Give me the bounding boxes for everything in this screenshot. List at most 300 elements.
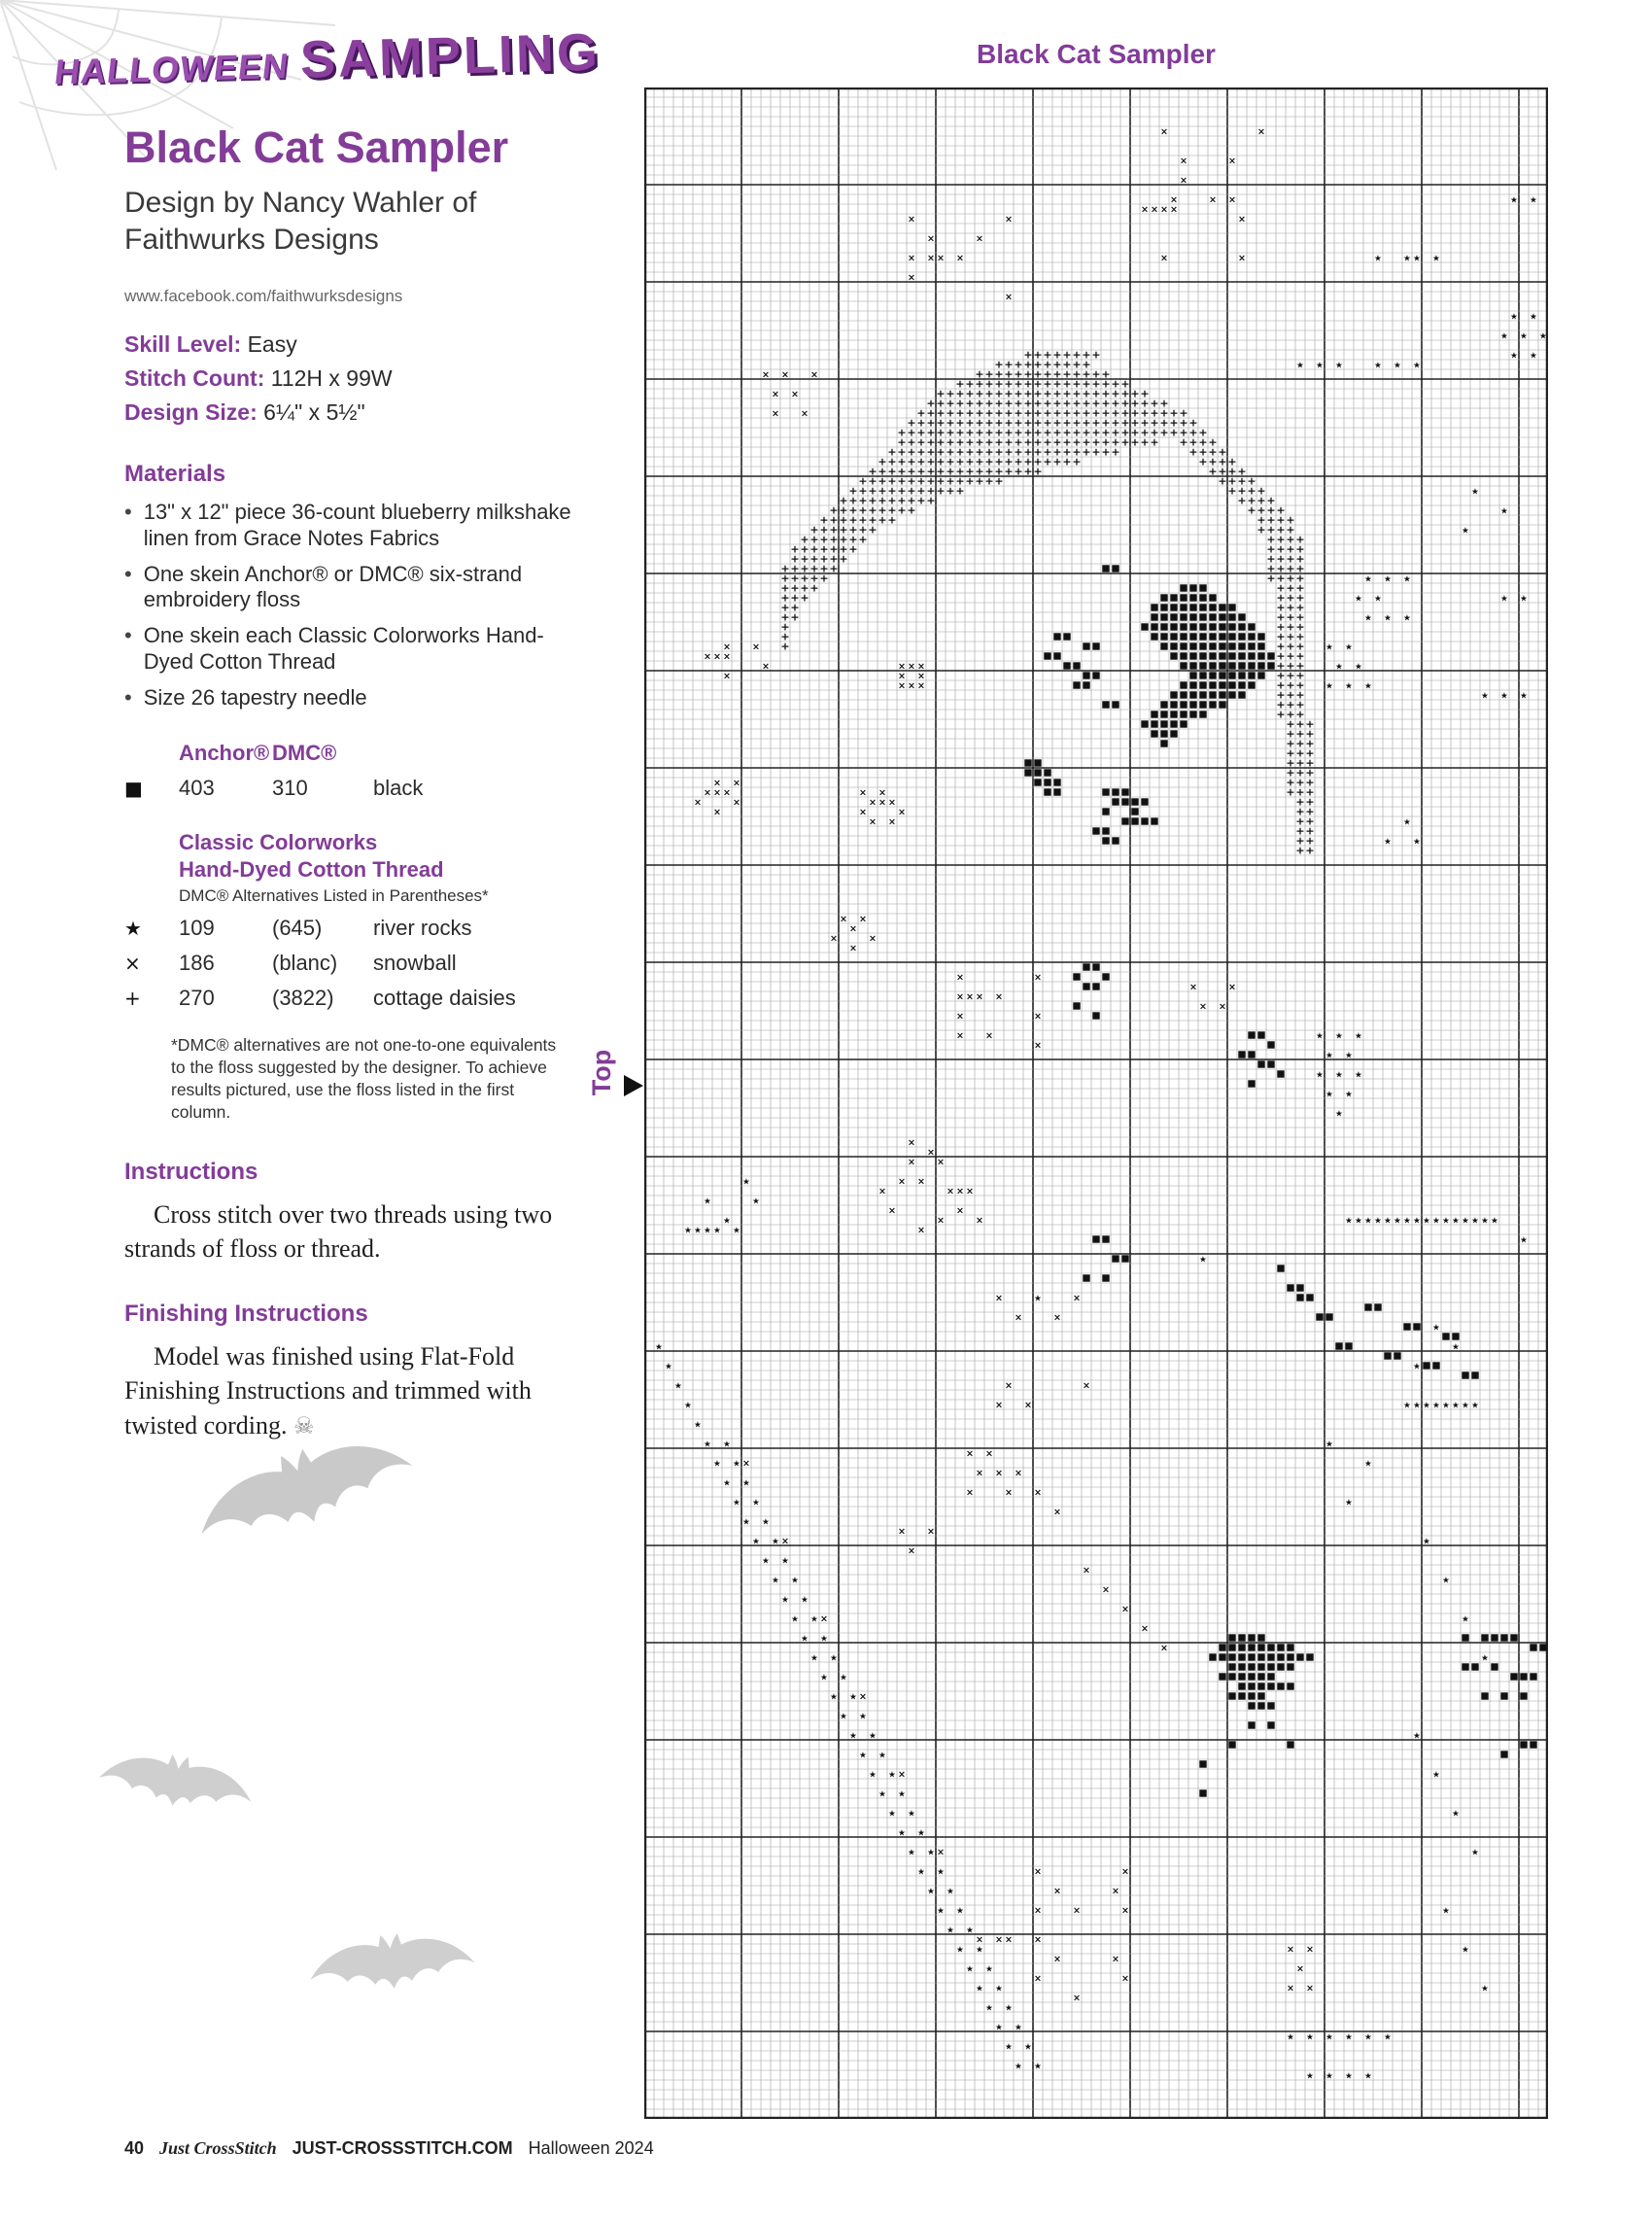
svg-text:+: + <box>946 387 955 400</box>
svg-text:★: ★ <box>946 1887 954 1897</box>
svg-text:★: ★ <box>1316 1070 1324 1081</box>
svg-text:+: + <box>790 601 800 614</box>
svg-text:×: × <box>1073 1293 1081 1304</box>
svg-text:+: + <box>1062 445 1072 459</box>
svg-text:×: × <box>1121 1866 1129 1878</box>
svg-text:+: + <box>1033 377 1043 391</box>
svg-text:+: + <box>1043 416 1052 430</box>
svg-text:+: + <box>975 377 984 391</box>
svg-text:+: + <box>1276 581 1286 595</box>
svg-text:★: ★ <box>1413 254 1421 264</box>
svg-text:×: × <box>956 1030 964 1042</box>
svg-text:+: + <box>1247 484 1256 498</box>
svg-text:+: + <box>868 474 878 488</box>
svg-text:+: + <box>1276 503 1286 517</box>
svg-text:+: + <box>994 445 1004 459</box>
svg-text:+: + <box>1052 455 1062 468</box>
svg-text:★: ★ <box>733 1498 740 1509</box>
svg-text:+: + <box>984 377 994 391</box>
svg-text:×: × <box>1112 1886 1119 1897</box>
svg-text:★: ★ <box>1345 1051 1353 1061</box>
svg-text:★: ★ <box>1394 1216 1401 1227</box>
svg-text:+: + <box>936 465 946 478</box>
materials-list <box>124 500 602 711</box>
svg-text:×: × <box>1121 1973 1129 1985</box>
svg-text:★: ★ <box>1442 1576 1450 1586</box>
svg-text:+: + <box>1101 406 1111 420</box>
designer-url: www.facebook.com/faithwurksdesigns <box>124 287 403 305</box>
dmc-number: 310 <box>272 775 308 800</box>
svg-text:+: + <box>1286 669 1295 682</box>
svg-text:×: × <box>995 1468 1003 1479</box>
svg-text:+: + <box>790 572 800 585</box>
svg-text:★: ★ <box>976 1945 983 1956</box>
svg-text:×: × <box>888 1205 896 1217</box>
svg-text:×: × <box>956 1205 964 1217</box>
svg-text:★: ★ <box>1510 312 1518 323</box>
svg-text:×: × <box>878 1186 886 1197</box>
svg-text:★: ★ <box>1432 1401 1440 1411</box>
svg-text:×: × <box>713 807 721 818</box>
svg-text:+: + <box>1150 435 1159 449</box>
svg-text:+: + <box>1052 377 1062 391</box>
svg-text:×: × <box>1083 1380 1090 1392</box>
design-size-value: 6¼" x 5½" <box>263 399 365 425</box>
svg-text:★: ★ <box>704 1440 711 1450</box>
svg-text:+: + <box>1286 649 1295 663</box>
svg-text:+: + <box>1120 397 1130 410</box>
svg-text:+: + <box>984 387 994 400</box>
svg-text:+: + <box>780 562 790 575</box>
svg-text:★: ★ <box>1413 1362 1421 1372</box>
skill-level-label: Skill Level: <box>124 331 242 357</box>
svg-text:+: + <box>1023 416 1033 430</box>
svg-text:★: ★ <box>1500 691 1508 702</box>
svg-text:+: + <box>1082 406 1091 420</box>
chart-title: Black Cat Sampler <box>977 39 1216 69</box>
svg-text:+: + <box>1227 455 1237 468</box>
svg-text:+: + <box>1052 348 1062 362</box>
svg-text:★: ★ <box>1442 1216 1450 1227</box>
svg-text:×: × <box>1034 1905 1042 1917</box>
svg-text:+: + <box>1286 746 1295 760</box>
svg-text:+: + <box>1295 542 1305 556</box>
skill-level <box>124 331 602 358</box>
svg-text:×: × <box>791 389 799 400</box>
svg-text:★: ★ <box>1520 1235 1528 1246</box>
svg-text:+: + <box>1295 649 1305 663</box>
svg-text:+: + <box>907 465 916 478</box>
svg-text:×: × <box>946 1186 954 1197</box>
svg-text:★: ★ <box>1471 1216 1479 1227</box>
svg-text:★: ★ <box>1520 594 1528 605</box>
material-item <box>124 685 581 711</box>
svg-text:+: + <box>1295 776 1305 789</box>
svg-text:+: + <box>1033 387 1043 400</box>
svg-text:+: + <box>839 533 848 546</box>
svg-text:+: + <box>946 445 955 459</box>
colorworks-row <box>124 986 602 1011</box>
svg-text:+: + <box>1286 620 1295 634</box>
svg-text:★: ★ <box>1471 1848 1479 1858</box>
svg-text:×: × <box>1199 1001 1207 1013</box>
svg-text:+: + <box>1295 805 1305 818</box>
svg-text:+: + <box>994 387 1004 400</box>
svg-text:+: + <box>1179 416 1188 430</box>
svg-text:×: × <box>908 214 915 225</box>
svg-text:×: × <box>908 1137 915 1149</box>
svg-text:+: + <box>1014 367 1023 381</box>
material-item <box>124 623 581 676</box>
page-title: Black Cat Sampler <box>124 122 509 172</box>
svg-text:+: + <box>1295 737 1305 750</box>
svg-text:★: ★ <box>878 1789 886 1800</box>
svg-text:+: + <box>1169 426 1179 439</box>
svg-text:+: + <box>1237 474 1247 488</box>
svg-text:+: + <box>994 358 1004 371</box>
svg-text:+: + <box>955 455 965 468</box>
svg-text:+: + <box>926 435 936 449</box>
svg-text:+: + <box>1101 435 1111 449</box>
svg-text:★: ★ <box>1510 195 1518 206</box>
svg-text:×: × <box>956 972 964 984</box>
svg-text:+: + <box>829 542 839 556</box>
svg-text:+: + <box>1159 426 1169 439</box>
logo-word-sampling: SAMPLING <box>299 22 602 89</box>
svg-text:+: + <box>1286 542 1295 556</box>
svg-text:+: + <box>907 435 916 449</box>
svg-text:+: + <box>907 503 916 517</box>
svg-text:+: + <box>1286 785 1295 799</box>
svg-text:+: + <box>1043 387 1052 400</box>
svg-text:★: ★ <box>1355 1216 1362 1227</box>
svg-text:+: + <box>829 552 839 566</box>
svg-text:+: + <box>1023 358 1033 371</box>
svg-text:×: × <box>723 671 731 682</box>
anchor-number: 403 <box>179 775 215 800</box>
svg-text:★: ★ <box>1335 1109 1343 1120</box>
svg-text:+: + <box>1295 844 1305 857</box>
svg-text:+: + <box>965 377 975 391</box>
svg-text:+: + <box>965 406 975 420</box>
svg-text:+: + <box>809 552 819 566</box>
svg-text:+: + <box>878 494 887 507</box>
svg-text:★: ★ <box>1462 1401 1469 1411</box>
svg-text:+: + <box>1082 397 1091 410</box>
svg-text:+: + <box>1276 542 1286 556</box>
svg-text:+: + <box>1140 406 1150 420</box>
svg-text:×: × <box>1238 253 1246 264</box>
svg-text:+: + <box>1101 445 1111 459</box>
svg-text:★: ★ <box>956 1945 964 1956</box>
svg-text:★: ★ <box>1005 2003 1013 2014</box>
svg-text:+: + <box>1150 397 1159 410</box>
svg-text:+: + <box>1043 348 1052 362</box>
svg-text:+: + <box>1111 387 1120 400</box>
svg-text:+: + <box>868 513 878 527</box>
svg-text:★: ★ <box>1462 1216 1469 1227</box>
dmc-alternative: (blanc) <box>272 950 338 975</box>
svg-text:★: ★ <box>1462 1614 1469 1625</box>
designer-byline: Design by Nancy Wahler of Faithwurks Designs <box>124 187 477 256</box>
svg-text:★: ★ <box>1345 681 1353 692</box>
svg-text:+: + <box>1305 785 1315 799</box>
svg-text:+: + <box>780 581 790 595</box>
svg-text:+: + <box>1150 426 1159 439</box>
svg-text:+: + <box>1286 533 1295 546</box>
svg-text:×: × <box>1005 1934 1013 1946</box>
svg-text:★: ★ <box>655 1342 663 1353</box>
svg-text:★: ★ <box>1500 506 1508 517</box>
svg-text:★: ★ <box>1345 2071 1353 2082</box>
svg-text:★: ★ <box>1491 1216 1498 1227</box>
svg-text:+: + <box>1266 533 1276 546</box>
svg-text:★: ★ <box>1520 691 1528 702</box>
svg-text:+: + <box>809 533 819 546</box>
svg-text:×: × <box>772 408 779 420</box>
svg-text:+: + <box>946 465 955 478</box>
svg-text:+: + <box>1295 785 1305 799</box>
svg-text:+: + <box>1305 727 1315 741</box>
svg-text:★: ★ <box>1423 1216 1430 1227</box>
svg-text:×: × <box>704 787 711 799</box>
svg-text:+: + <box>955 484 965 498</box>
svg-text:+: + <box>1247 474 1256 488</box>
svg-text:×: × <box>1160 1643 1168 1654</box>
svg-text:★: ★ <box>1364 2032 1372 2043</box>
svg-text:+: + <box>1237 484 1247 498</box>
bullet-icon: • <box>124 623 132 648</box>
svg-text:+: + <box>1111 426 1120 439</box>
svg-text:+: + <box>1033 406 1043 420</box>
svg-text:+: + <box>1130 416 1140 430</box>
svg-text:+: + <box>1276 533 1286 546</box>
svg-text:×: × <box>908 272 915 284</box>
svg-text:+: + <box>887 474 897 488</box>
svg-text:+: + <box>1023 465 1033 478</box>
svg-text:★: ★ <box>1296 361 1304 371</box>
svg-text:+: + <box>946 474 955 488</box>
svg-text:★: ★ <box>723 1216 731 1227</box>
svg-text:+: + <box>809 572 819 585</box>
svg-text:★: ★ <box>849 1731 857 1742</box>
svg-text:×: × <box>869 933 877 945</box>
svg-text:+: + <box>780 572 790 585</box>
svg-text:+: + <box>1295 581 1305 595</box>
svg-text:+: + <box>1276 610 1286 624</box>
svg-text:★: ★ <box>752 1197 760 1207</box>
svg-text:★: ★ <box>752 1537 760 1547</box>
svg-text:★: ★ <box>1345 642 1353 653</box>
svg-text:+: + <box>1043 358 1052 371</box>
svg-text:+: + <box>1052 416 1062 430</box>
svg-text:★: ★ <box>1432 1323 1440 1334</box>
svg-text:+: + <box>965 465 975 478</box>
svg-text:+: + <box>1150 406 1159 420</box>
svg-text:★: ★ <box>1481 691 1489 702</box>
svg-text:★: ★ <box>1374 594 1382 605</box>
svg-text:×: × <box>898 1769 906 1781</box>
svg-text:+: + <box>1276 708 1286 721</box>
svg-text:+: + <box>936 387 946 400</box>
svg-text:★: ★ <box>1403 254 1411 264</box>
svg-text:+: + <box>858 523 868 537</box>
svg-text:×: × <box>723 787 731 799</box>
svg-text:★: ★ <box>966 1964 974 1975</box>
svg-text:+: + <box>1218 445 1227 459</box>
svg-text:★: ★ <box>1345 1216 1353 1227</box>
svg-text:+: + <box>790 542 800 556</box>
svg-text:+: + <box>1247 494 1256 507</box>
svg-text:×: × <box>1034 1487 1042 1499</box>
svg-text:+: + <box>1004 387 1014 400</box>
svg-text:+: + <box>1014 377 1023 391</box>
svg-text:+: + <box>1120 426 1130 439</box>
svg-text:+: + <box>1130 406 1140 420</box>
svg-text:+: + <box>1101 426 1111 439</box>
svg-text:+: + <box>1004 455 1014 468</box>
plus-symbol-icon: + <box>124 986 141 1010</box>
svg-text:+: + <box>1043 435 1052 449</box>
svg-text:×: × <box>1180 175 1187 187</box>
svg-text:×: × <box>927 1526 935 1538</box>
svg-text:★: ★ <box>713 1226 721 1236</box>
svg-text:+: + <box>1052 445 1062 459</box>
svg-text:+: + <box>1276 562 1286 575</box>
svg-text:×: × <box>801 408 809 420</box>
svg-text:★: ★ <box>1374 254 1382 264</box>
svg-text:+: + <box>1286 698 1295 711</box>
svg-text:×: × <box>908 1545 915 1557</box>
svg-text:★: ★ <box>1355 594 1362 605</box>
svg-text:×: × <box>713 778 721 789</box>
svg-text:+: + <box>1208 445 1218 459</box>
svg-text:+: + <box>1266 562 1276 575</box>
svg-text:+: + <box>1033 416 1043 430</box>
svg-text:+: + <box>1276 513 1286 527</box>
svg-text:+: + <box>1091 377 1101 391</box>
svg-text:×: × <box>1121 1604 1129 1615</box>
svg-text:×: × <box>772 389 779 400</box>
svg-text:★: ★ <box>985 1964 993 1975</box>
svg-text:+: + <box>878 513 887 527</box>
svg-text:+: + <box>936 416 946 430</box>
svg-text:×: × <box>1024 1400 1032 1411</box>
svg-text:★: ★ <box>1432 254 1440 264</box>
svg-text:+: + <box>1052 367 1062 381</box>
svg-text:+: + <box>1023 445 1033 459</box>
finishing-body <box>124 1339 581 1441</box>
svg-text:★: ★ <box>1462 1945 1469 1956</box>
svg-text:+: + <box>1286 688 1295 702</box>
svg-text:×: × <box>1034 1011 1042 1023</box>
page-footer <box>124 2138 654 2159</box>
svg-text:★: ★ <box>1024 2042 1032 2053</box>
svg-text:+: + <box>1033 367 1043 381</box>
svg-text:★: ★ <box>1413 1216 1421 1227</box>
svg-text:★: ★ <box>1384 2032 1392 2043</box>
svg-text:×: × <box>1160 126 1168 138</box>
svg-text:+: + <box>1188 445 1198 459</box>
svg-text:+: + <box>1295 678 1305 692</box>
svg-text:+: + <box>1023 426 1033 439</box>
svg-text:★: ★ <box>1452 1809 1460 1820</box>
svg-text:★: ★ <box>742 1517 750 1528</box>
svg-text:+: + <box>907 426 916 439</box>
svg-text:★: ★ <box>791 1614 799 1625</box>
svg-text:×: × <box>1034 972 1042 984</box>
svg-text:+: + <box>848 513 858 527</box>
svg-text:×: × <box>917 680 925 692</box>
svg-text:★: ★ <box>1364 2071 1372 2082</box>
svg-text:+: + <box>994 474 1004 488</box>
svg-text:+: + <box>1033 455 1043 468</box>
svg-text:×: × <box>869 816 877 828</box>
svg-text:+: + <box>965 426 975 439</box>
svg-text:+: + <box>955 445 965 459</box>
svg-text:+: + <box>1052 397 1062 410</box>
svg-text:×: × <box>869 797 877 809</box>
svg-text:★: ★ <box>1384 1216 1392 1227</box>
svg-text:+: + <box>1052 387 1062 400</box>
svg-text:★: ★ <box>1530 351 1537 362</box>
svg-text:★: ★ <box>810 1614 818 1625</box>
issue-edition: Halloween 2024 <box>528 2138 654 2158</box>
svg-text:+: + <box>1198 435 1208 449</box>
svg-text:+: + <box>800 552 809 566</box>
svg-text:★: ★ <box>1287 2032 1294 2043</box>
svg-text:+: + <box>916 455 926 468</box>
svg-text:+: + <box>1295 717 1305 731</box>
svg-text:★: ★ <box>742 1478 750 1489</box>
anchor-header: Anchor® <box>179 740 270 765</box>
svg-text:+: + <box>926 455 936 468</box>
svg-text:+: + <box>1286 562 1295 575</box>
finishing-body-text: Model was finished using Flat-Fold Finishing Instructions and trimmed with twisted cording. <box>124 1342 532 1440</box>
svg-text:+: + <box>1130 397 1140 410</box>
svg-text:+: + <box>1305 824 1315 838</box>
svg-text:★: ★ <box>1384 837 1392 848</box>
svg-text:×: × <box>976 991 983 1003</box>
svg-text:+: + <box>1101 387 1111 400</box>
svg-text:+: + <box>897 426 907 439</box>
svg-text:×: × <box>1053 1312 1061 1324</box>
svg-text:+: + <box>975 445 984 459</box>
svg-text:★: ★ <box>1335 361 1343 371</box>
svg-text:+: + <box>1091 416 1101 430</box>
svg-text:+: + <box>1082 367 1091 381</box>
svg-text:+: + <box>809 523 819 537</box>
svg-text:×: × <box>1306 1983 1314 1995</box>
svg-text:×: × <box>995 1934 1003 1946</box>
svg-text:×: × <box>762 369 770 381</box>
svg-text:+: + <box>984 367 994 381</box>
thread-number: 109 <box>179 915 215 940</box>
svg-text:★: ★ <box>1345 2032 1353 2043</box>
material-item <box>124 500 581 552</box>
thread-number: 270 <box>179 985 215 1010</box>
svg-text:+: + <box>1062 367 1072 381</box>
svg-text:+: + <box>1052 358 1062 371</box>
svg-text:+: + <box>916 465 926 478</box>
svg-text:+: + <box>1072 377 1082 391</box>
svg-text:×: × <box>1034 1866 1042 1878</box>
bat-icon <box>303 1925 481 2017</box>
svg-text:+: + <box>946 397 955 410</box>
svg-text:+: + <box>790 562 800 575</box>
svg-text:★: ★ <box>859 1751 867 1761</box>
svg-text:★: ★ <box>1384 613 1392 624</box>
